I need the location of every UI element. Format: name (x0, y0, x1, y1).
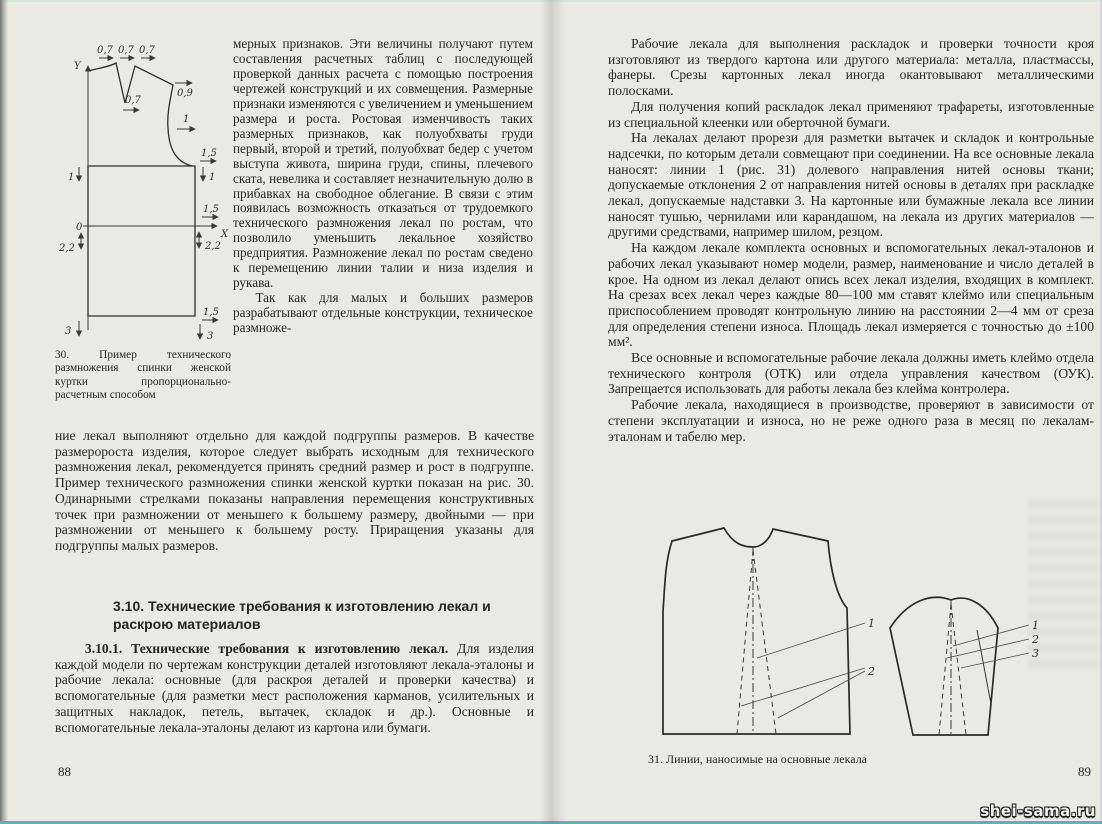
inc-waist-right-x: 1,5 (201, 148, 217, 159)
sleeve-insert-line (977, 630, 991, 704)
inc-top-1: 0,7 (97, 45, 113, 56)
paragraph: мерных признаков. Эти величины получают путем составления расчетных таблиц с последующей проверкой данных расчета с помощью построения чертежей конструкций и их совмещения. Размерные признаки изменяются с увеличением и уменьшением размера и роста. Ростовая изменчивость таких размерных признаков, как полуобхваты груди первый, второй и третий, полуобхват бедер с учетом выступа живота, ширина груди, спины, плечевого ската, невелика и составляет незначительную долю в прибавках на свободное облегание. В связи с этим появилась возможность отказаться от трудоемкого технического размножения лекал по ростам, что позволило уменьшить лекальное хозяйство предприятия. Размножение лекал по ростам сведено к перемещению линии талии и низа изделия и рукава. (233, 36, 533, 291)
x-axis-label: X (221, 229, 229, 240)
inc-bottom-right-x: 1,5 (203, 307, 219, 318)
page-number-left: 88 (58, 764, 71, 779)
right-page-text (608, 36, 1094, 444)
sleeve-deviation-left (939, 604, 951, 735)
bodice-leader-2a (741, 668, 865, 706)
section-heading: 3.10. Технические требования к изготовлению лекал и раскрою материалов (113, 598, 491, 632)
y-axis-label: Y (74, 61, 81, 72)
paragraph: Рабочие лекала, находящиеся в производстве, проверяют в зависимости от степени эксплуатации и износа, но не реже одного раза в месяц по лекалам-эталонам и табелю мер. (608, 397, 1094, 444)
sleeve-deviation-right (951, 604, 966, 735)
inc-top-3: 0,7 (139, 45, 155, 56)
paragraph: Рабочие лекала для выполнения раскладок и проверки точности кроя изготовляют из твердого картона или другого материала: металла, пластмассы, фанеры. Срезы картонных лекал иногда окантовывают металлическими полосками. (608, 36, 1094, 99)
figure-30-caption: 30. Пример технического размножения спинки женской куртки пропорционально-расчетным способом (55, 349, 231, 401)
bodice-outline (663, 528, 850, 734)
inc-armhole: 1 (183, 114, 190, 125)
paragraph: Для получения копий раскладок лекал применяют трафареты, изготовленные из специальной клеенки или оберточной бумаги. (608, 98, 1094, 130)
bodice-leader-2b (778, 671, 865, 718)
site-watermark: shei-sama.ru (980, 802, 1096, 820)
paragraph: Все основные и вспомогательные рабочие лекала должны иметь клеймо отдела технического контроля (ОТК) или отдела управления качеством (ОУК). Запрещается использовать для работы лекала без клейма контролера. (608, 350, 1094, 397)
page-number-right: 89 (1078, 764, 1091, 779)
figure-31-pattern-drawing (625, 506, 1055, 744)
bodice-label-1: 1 (868, 617, 875, 630)
origin-label: 0 (76, 222, 83, 233)
left-full-width-text (55, 428, 534, 554)
para-3101-lead: 3.10.1. Технические требования к изготовлению лекал. (84, 641, 458, 656)
inc-dart: 0,7 (125, 95, 141, 106)
inc-waist-right-y: 1 (209, 172, 216, 183)
sleeve-outline (890, 597, 998, 735)
paragraph: Так как для малых и больших размеров разрабатывают отдельные конструкции, техническое размноже- (233, 290, 533, 336)
bodice-deviation-left (737, 550, 753, 734)
left-page (10, 0, 548, 824)
pattern-body-outline (88, 166, 195, 316)
inc-waist-left-y: 1 (68, 172, 75, 183)
scan-edge-left (0, 0, 8, 824)
sleeve-leader-1 (953, 625, 1029, 646)
inc-hip-left-y: 2,2 (59, 243, 75, 254)
inc-top-2: 0,7 (118, 45, 134, 56)
inc-bottom-left-y: 3 (65, 326, 72, 337)
para-3101-body: Для изделия каждой модели по чертежам конструкции деталей изготовляют лекала-эталоны и рабочие лекала: основные (для раскроя деталей и проверки качества) и вспомогательные (для разметки мест расположения карманов, усилительных и защитных накладок, петель, вытачек, складок и др.). Основные и вспомогательные лекала-эталоны делают из картона или бумаги. (55, 641, 535, 735)
bodice-label-2: 2 (868, 665, 875, 678)
pattern-back-outline (88, 63, 192, 166)
inc-hip-right-x: 1,5 (203, 204, 219, 215)
sleeve-label-2: 2 (1032, 633, 1039, 646)
figure-30-pattern-drawing (55, 33, 237, 345)
bodice-deviation-right (753, 550, 776, 734)
figure-31-caption: 31. Линии, наносимые на основные лекала (648, 752, 868, 766)
paragraph: На лекалах делают прорези для разметки вытачек и складок и контрольные надсечки, по которым детали совмещают при соединении. На все основные лекала наносят: линии 1 (рис. 31) долевого направления нитей основы ткани; допускаемые отклонения 2 от направления нитей основы в деталях при раскладке лекал, допускаемые надставки 3. На картонные или бумажные лекала все линии наносят тушью, чернилами или карандашом, на лекала из других материалов — другими средствами, например шилом, резцом. (608, 130, 1094, 240)
paragraph (55, 641, 534, 735)
inc-bottom-right-y: 3 (207, 331, 214, 342)
inc-shoulder: 0,9 (177, 88, 193, 99)
right-page (558, 0, 1102, 824)
sleeve-label-3: 3 (1032, 647, 1039, 660)
paragraph: ние лекал выполняют отдельно для каждой подгруппы размеров. В качестве размеророста изделия, которое следует выбрать исходным для технического размножения лекал, рекомендуется принять средний размер и рост в подгруппе. Пример технического размножения спинки женской куртки показан на рис. 30. Одинарными стрелками показаны направления перемещения конструктивных точек при размножении от меньшего к большему размеру, двойными — при размножении от меньшего к большему росту. Приращения указаны для подгруппы малых размеров. (55, 428, 534, 553)
paragraph: На каждом лекале комплекта основных и вспомогательных лекал-эталонов и рабочих лекал указывают номер модели, размер, наименование и число деталей в крое. На одном из лекал делают опись всех лекал изделия, входящих в комплект. На срезах всех лекал через каждые 80—100 мм ставят клеймо или специальным приспособлением проводят контрольную линию на расстоянии 2—4 мм от среза для определения степени износа. Площадь лекал измеряется с точностью до ±100 мм². (608, 240, 1094, 350)
para-3101 (55, 641, 534, 735)
sleeve-label-1: 1 (1032, 619, 1039, 632)
left-column-text (233, 37, 533, 336)
inc-hip-right-y: 2,2 (205, 241, 221, 252)
sleeve-leader-2 (947, 639, 1029, 658)
